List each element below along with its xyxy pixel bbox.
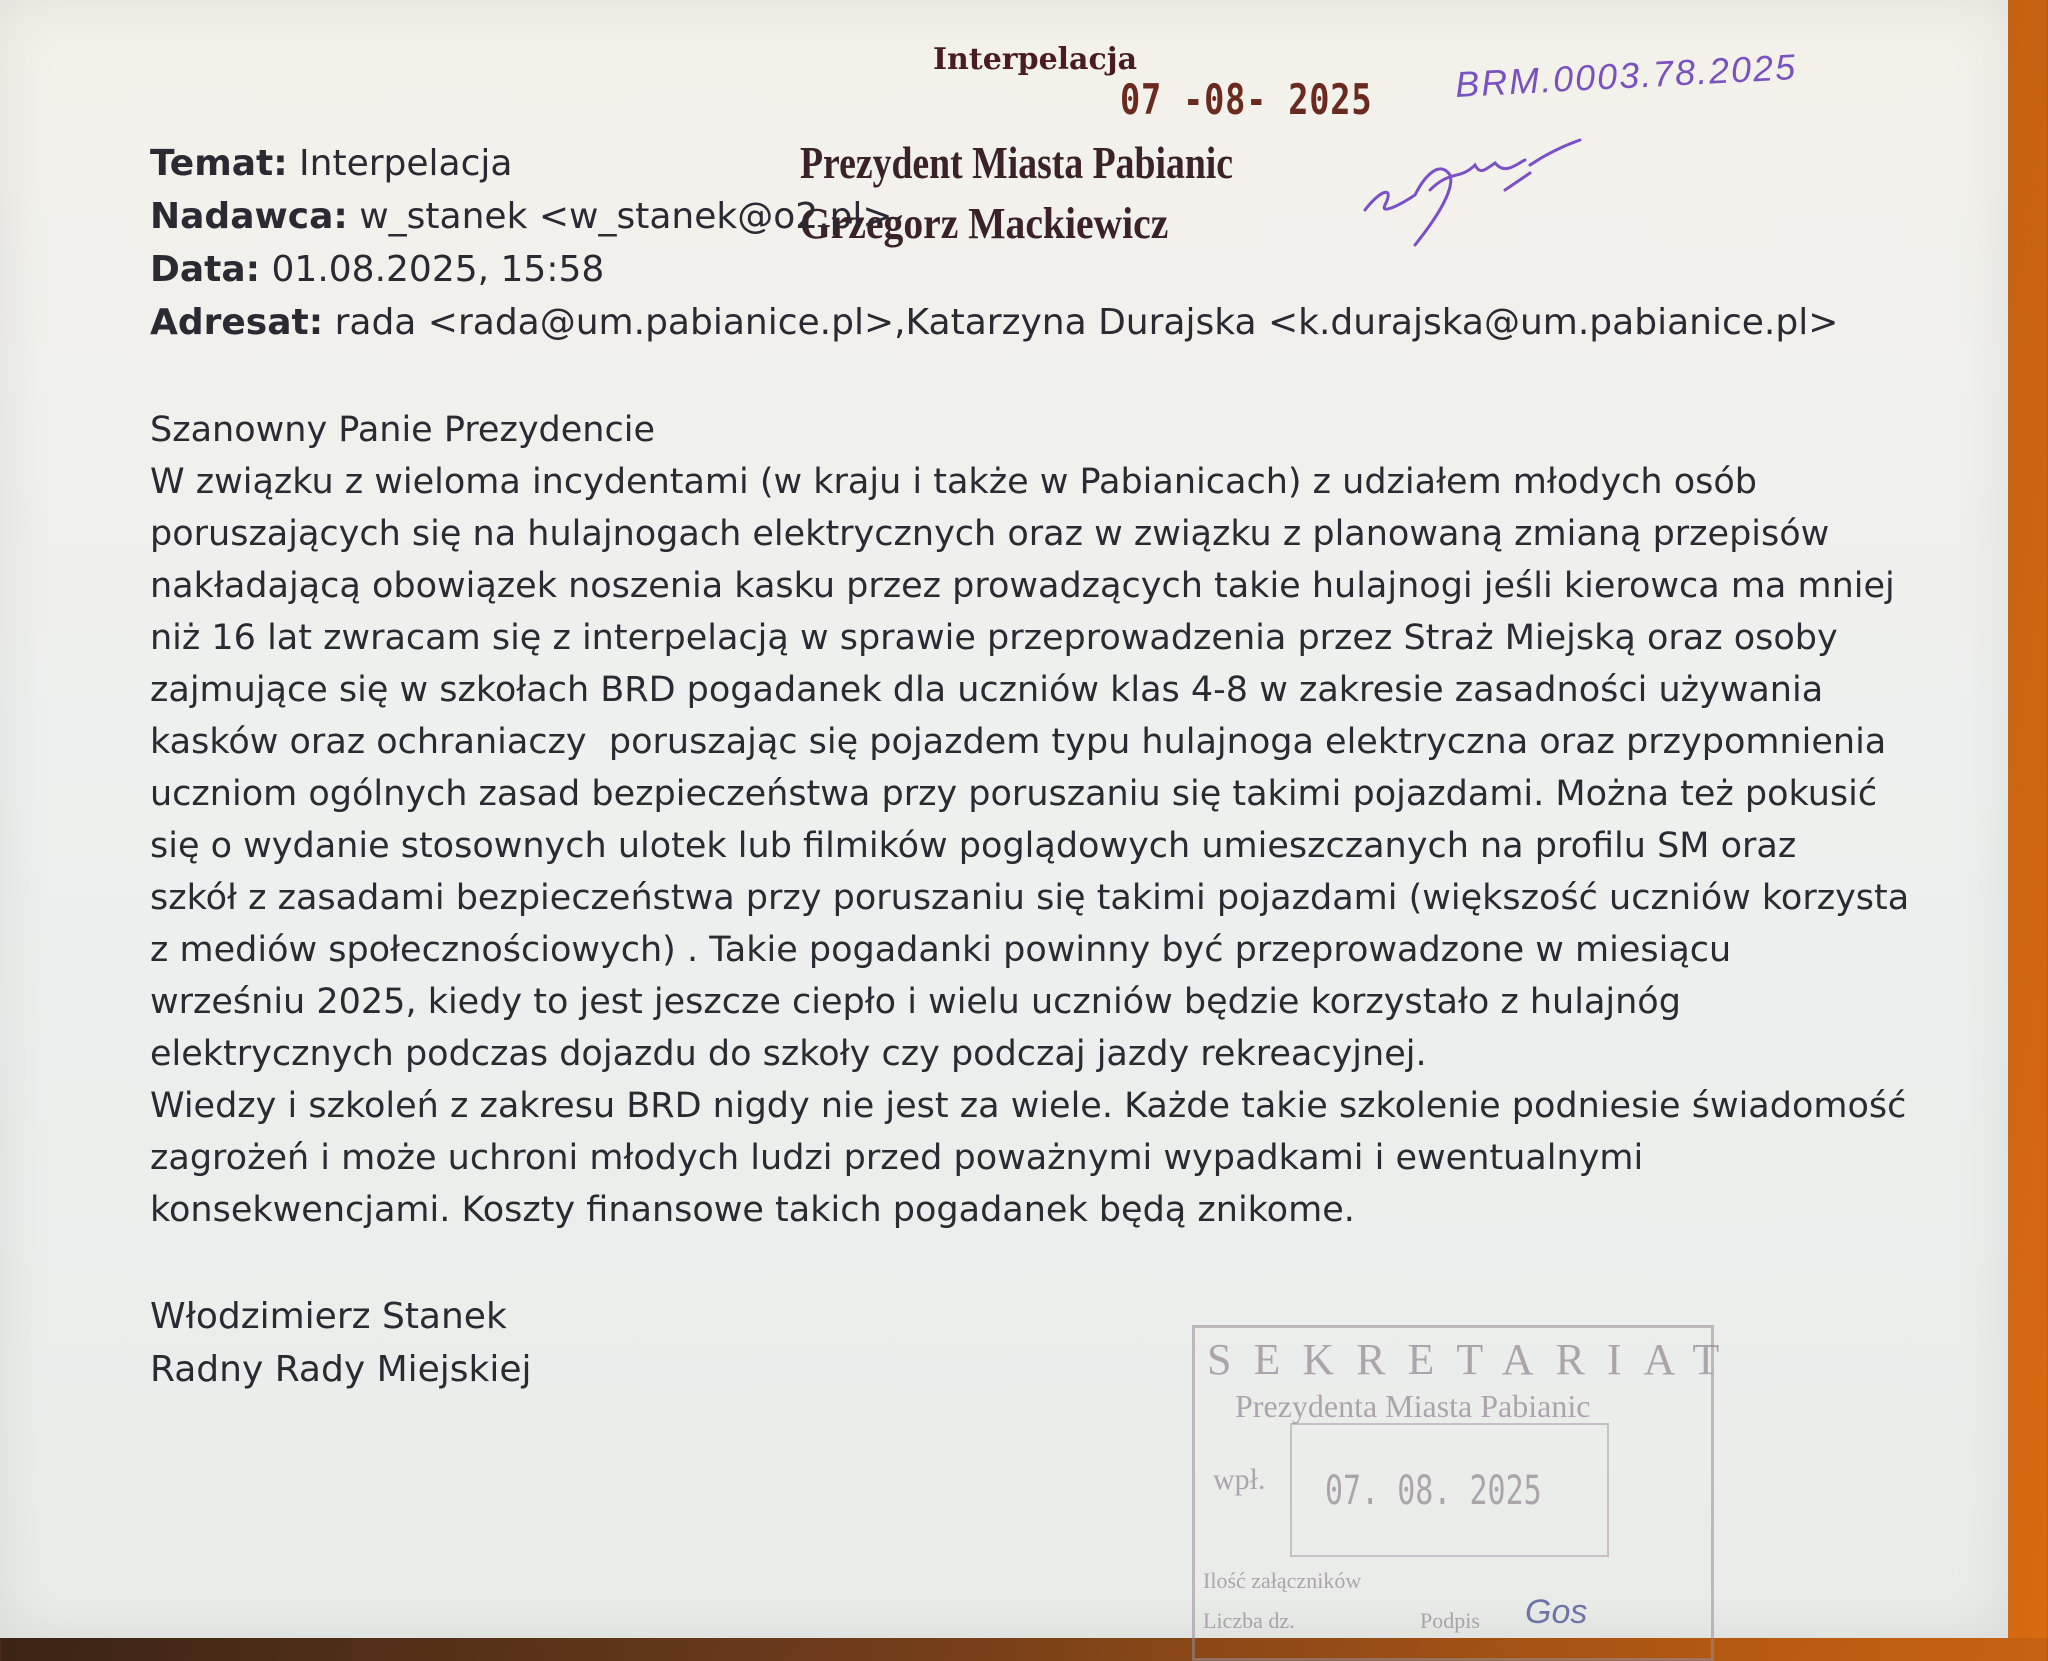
- body-line: konsekwencjami. Koszty finansowe takich pogadanek będą znikome.: [150, 1190, 1355, 1230]
- body-line: niż 16 lat zwracam się z interpelacją w sprawie przeprowadzenia przez Straż Miejską oraz osoby: [150, 618, 1838, 658]
- recipient-row: [150, 302, 1838, 343]
- body-line: szkół z zasadami bezpieczeństwa przy poruszaniu się takimi pojazdami (większość uczniów korzysta: [150, 878, 1910, 918]
- recipient-value: rada <rada@um.pabianice.pl>,Katarzyna Durajska <k.durajska@um.pabianice.pl>: [323, 302, 1839, 343]
- subject-label: Temat:: [150, 143, 288, 184]
- secretariat-attachments-label: Ilość załączników: [1203, 1568, 1362, 1593]
- signatory-title: Radny Rady Miejskiej: [150, 1349, 532, 1390]
- body-line: poruszających się na hulajnogach elektrycznych oraz w związku z planowaną zmianą przepisów: [150, 514, 1830, 554]
- date-value: 01.08.2025, 15:58: [260, 249, 605, 290]
- subject-value: Interpelacja: [287, 143, 513, 184]
- secretariat-stamp-title: SEKRETARIAT: [1207, 1335, 1742, 1384]
- body-line: się o wydanie stosownych ulotek lub filmików poglądowych umieszczanych na profilu SM oraz: [150, 826, 1797, 866]
- secretariat-date: 07. 08. 2025: [1325, 1468, 1542, 1514]
- body-line: W związku z wieloma incydentami (w kraju i także w Pabianicach) z udziałem młodych osób: [150, 462, 1758, 502]
- body-line: wrześniu 2025, kiedy to jest jeszcze ciepło i wielu uczniów będzie korzystało z hulajnóg: [150, 982, 1681, 1022]
- body-line: z mediów społecznościowych) . Takie pogadanki powinny być przeprowadzone w miesiącu: [150, 930, 1732, 970]
- body-line: uczniom ogólnych zasad bezpieczeństwa przy poruszaniu się takimi pojazdami. Można też pokusić: [150, 774, 1878, 814]
- secretariat-stamp-subtitle: Prezydenta Miasta Pabianic: [1235, 1388, 1591, 1424]
- greeting: Szanowny Panie Prezydencie: [150, 410, 655, 450]
- secretariat-received-label: wpł.: [1213, 1463, 1266, 1496]
- body-line: Wiedzy i szkoleń z zakresu BRD nigdy nie jest za wiele. Każde takie szkolenie podniesie świadomość: [150, 1086, 1907, 1126]
- interpelacja-stamp: Interpelacja: [933, 42, 1138, 77]
- secretariat-handwritten-initials: Gos: [1525, 1593, 1588, 1631]
- handwritten-signature: [1355, 135, 1585, 255]
- sender-label: Nadawca:: [150, 196, 348, 237]
- subject-row: [150, 143, 512, 184]
- body-line: nakładającą obowiązek noszenia kasku przez prowadzących takie hulajnogi jeśli kierowca ma mniej: [150, 566, 1895, 606]
- secretariat-count-label: Liczba dz.: [1203, 1608, 1295, 1633]
- body-line: kasków oraz ochraniaczy poruszając się pojazdem typu hulajnoga elektryczna oraz przypomnienia: [150, 722, 1887, 762]
- body-line: zagrożeń i może uchroni młodych ludzi przed poważnymi wypadkami i ewentualnymi: [150, 1138, 1644, 1178]
- mayor-stamp-line1: Prezydent Miasta Pabianic: [800, 137, 1234, 188]
- mayor-stamp-line2: Grzegorz Mackiewicz: [800, 199, 1169, 248]
- body-line: zajmujące się w szkołach BRD pogadanek dla uczniów klas 4-8 w zakresie zasadności używania: [150, 670, 1824, 710]
- secretariat-stamp: [1192, 1325, 1742, 1661]
- date-label: Data:: [150, 249, 261, 290]
- date-row: [150, 249, 604, 290]
- sender-value: w_stanek <w_stanek@o2.pl>: [347, 196, 893, 237]
- received-date-stamp: 07 -08- 2025: [1120, 75, 1373, 124]
- signatory-name: Włodzimierz Stanek: [150, 1296, 507, 1337]
- sender-row: [150, 196, 893, 237]
- body-line: elektrycznych podczas dojazdu do szkoły czy podczaj jazdy rekreacyjnej.: [150, 1034, 1427, 1074]
- secretariat-sign-label: Podpis: [1420, 1608, 1480, 1633]
- registry-number-handwritten: BRM.0003.78.2025: [1454, 46, 1799, 105]
- recipient-label: Adresat:: [150, 302, 324, 343]
